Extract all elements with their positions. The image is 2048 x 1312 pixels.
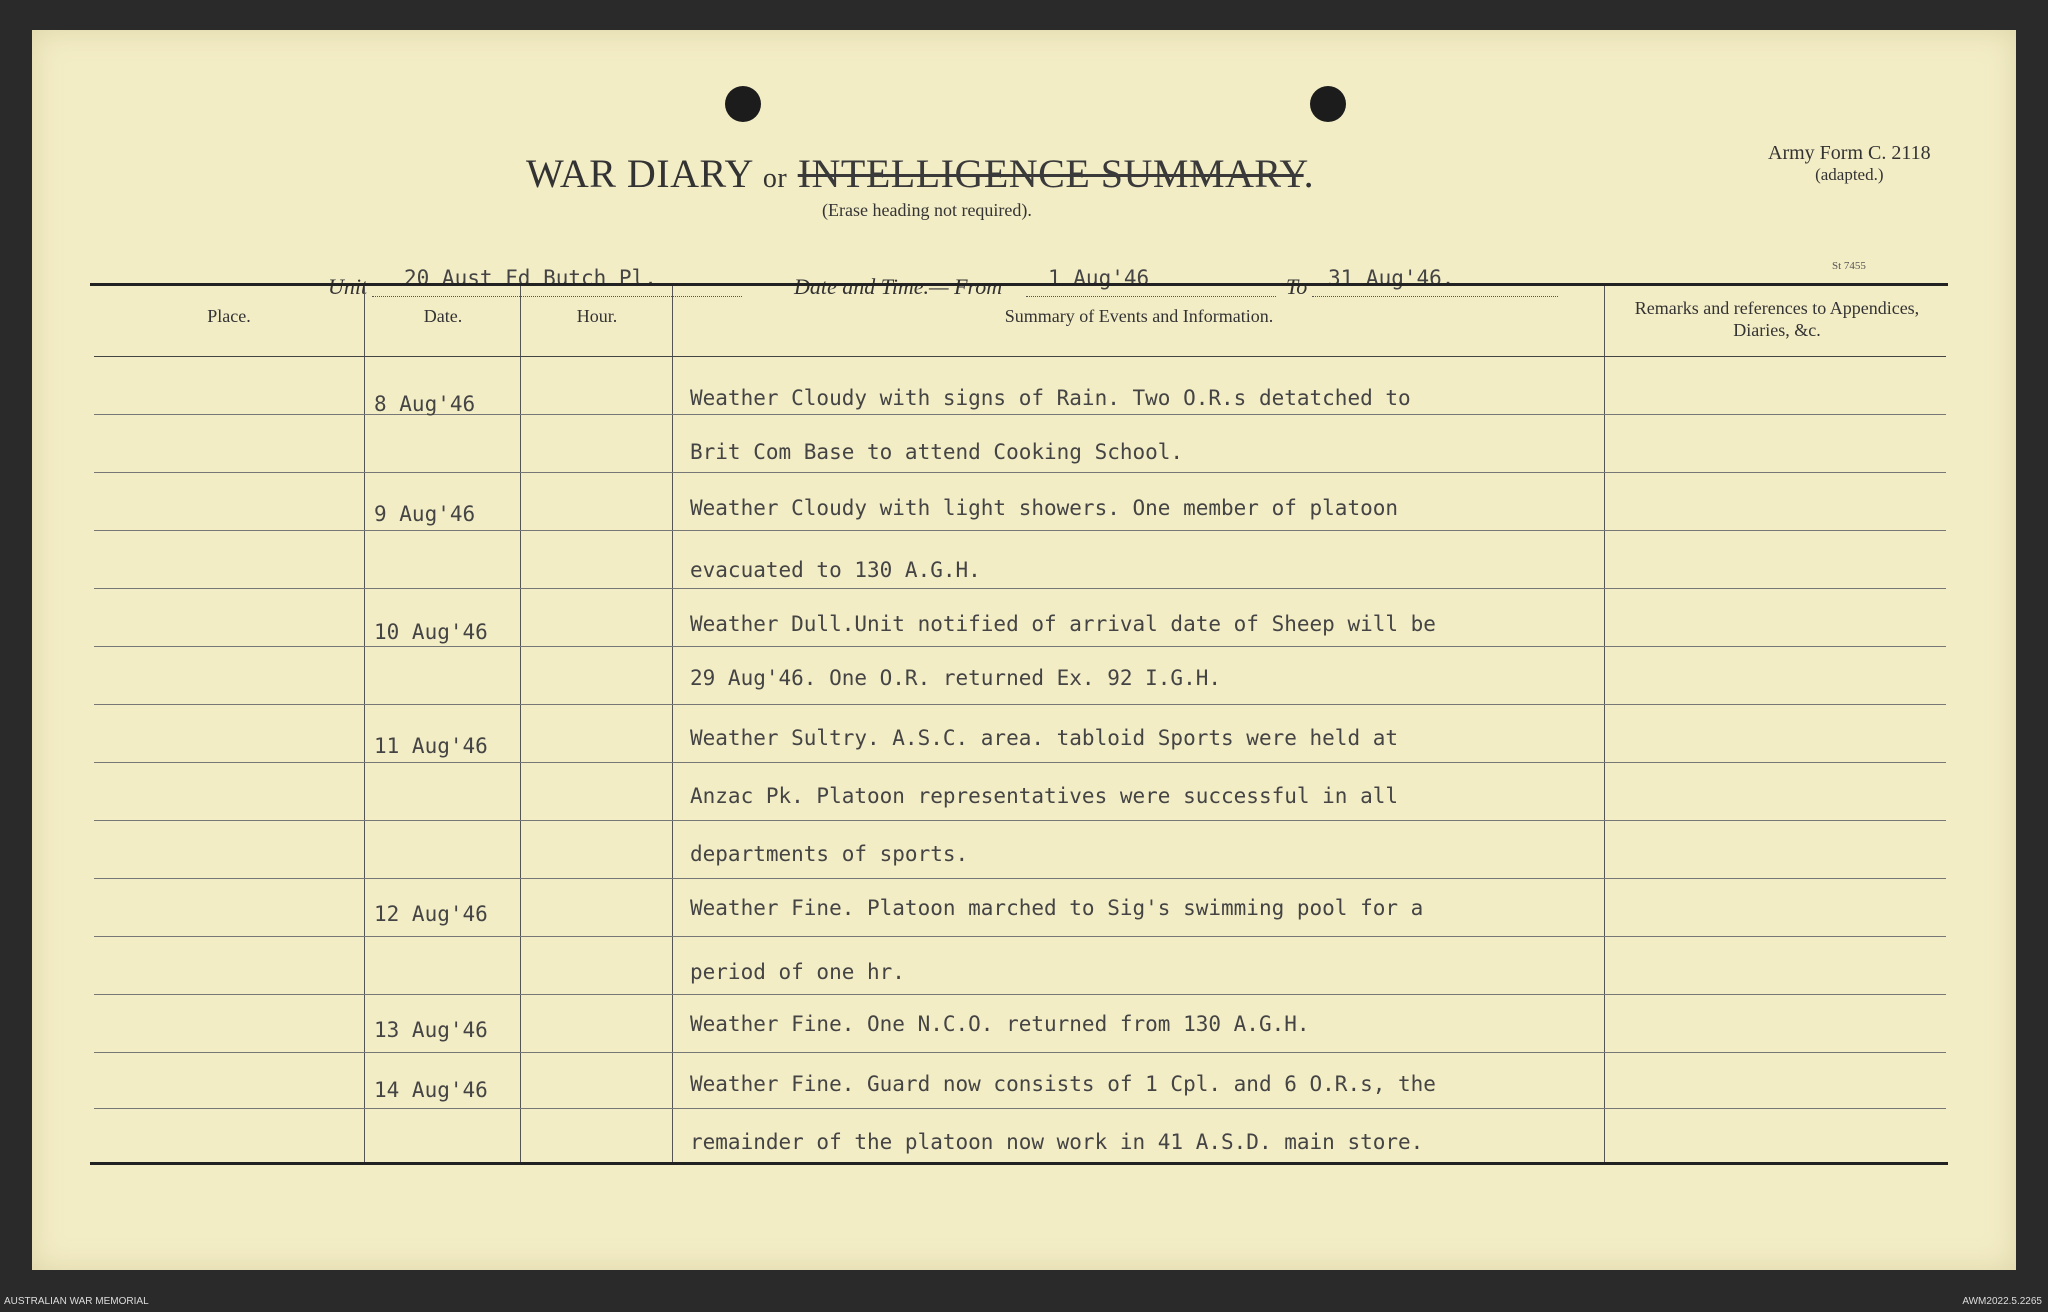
summary-line: Weather Sultry. A.S.C. area. tabloid Sports were held at: [690, 726, 1399, 750]
summary-line: Weather Dull.Unit notified of arrival date of Sheep will be: [690, 612, 1436, 636]
summary-line: Weather Cloudy with signs of Rain. Two O.R.s detatched to: [690, 386, 1411, 410]
unit-value: 20 Aust Fd Butch Pl.: [404, 266, 657, 290]
column-divider: [672, 286, 673, 1162]
ruled-line: [94, 588, 1946, 589]
entry-date: 9 Aug'46: [374, 502, 476, 526]
ruled-line: [94, 820, 1946, 821]
to-label: To: [1286, 274, 1308, 299]
summary-line: Weather Fine. Guard now consists of 1 Cpl. and 6 O.R.s, the: [690, 1072, 1436, 1096]
entry-date: 11 Aug'46: [374, 734, 488, 758]
form-title: [526, 150, 1314, 197]
ruled-line: [94, 530, 1946, 531]
header-hour: Hour.: [576, 306, 618, 326]
from-value: 1 Aug'46: [1048, 266, 1150, 290]
erase-note: (Erase heading not required).: [822, 200, 1032, 220]
summary-line: Weather Fine. Platoon marched to Sig's swimming pool for a: [690, 896, 1424, 920]
ruled-line: [94, 1052, 1946, 1053]
column-divider: [1604, 286, 1605, 1162]
punch-hole: [725, 86, 761, 122]
ruled-line: [94, 936, 1946, 937]
punch-hole: [1310, 86, 1346, 122]
summary-line: Brit Com Base to attend Cooking School.: [690, 440, 1184, 464]
unit-line: [32, 264, 2016, 300]
ruled-line: [94, 646, 1946, 647]
table-bottom-rule: [90, 1162, 1948, 1165]
header-place: Place.: [207, 306, 251, 326]
to-value: 31 Aug'46.: [1328, 266, 1455, 290]
footer-reference: AWM2022.5.2265: [1962, 1296, 2042, 1307]
column-divider: [364, 286, 365, 1162]
summary-line: Weather Fine. One N.C.O. returned from 130 A.G.H.: [690, 1012, 1310, 1036]
table-top-rule: [90, 283, 1948, 286]
summary-line: evacuated to 130 A.G.H.: [690, 558, 981, 582]
header-rule: [94, 356, 1946, 357]
summary-line: departments of sports.: [690, 842, 969, 866]
summary-line: Anzac Pk. Platoon representatives were successful in all: [690, 784, 1399, 808]
summary-line: remainder of the platoon now work in 41 A.S.D. main store.: [690, 1130, 1424, 1154]
army-form-number: Army Form C. 2118: [1768, 142, 1931, 164]
ruled-line: [94, 704, 1946, 705]
title-end: .: [1303, 151, 1315, 196]
title-or: or: [762, 163, 788, 194]
army-form-label: [1768, 142, 1931, 185]
ruled-line: [94, 1108, 1946, 1109]
header-date: Date.: [423, 306, 463, 326]
entry-date: 10 Aug'46: [374, 620, 488, 644]
header-remarks: Remarks and references to Appendices, Diaries, &c.: [1634, 298, 1920, 340]
column-divider: [520, 286, 521, 1162]
summary-line: 29 Aug'46. One O.R. returned Ex. 92 I.G.H.: [690, 666, 1222, 690]
entry-date: 8 Aug'46: [374, 392, 476, 416]
footer-archive-name: AUSTRALIAN WAR MEMORIAL: [4, 1296, 149, 1307]
entry-date: 13 Aug'46: [374, 1018, 488, 1042]
ruled-line: [94, 994, 1946, 995]
entry-date: 14 Aug'46: [374, 1078, 488, 1102]
summary-line: period of one hr.: [690, 960, 905, 984]
summary-line: Weather Cloudy with light showers. One member of platoon: [690, 496, 1399, 520]
header-summary: Summary of Events and Information.: [1004, 306, 1274, 326]
title-struck: INTELLIGENCE SUMMARY: [797, 151, 1304, 196]
diary-sheet: [32, 30, 2016, 1270]
ruled-line: [94, 414, 1946, 415]
stationery-code: St 7455: [1832, 260, 1866, 272]
ruled-line: [94, 762, 1946, 763]
ruled-line: [94, 472, 1946, 473]
unit-label: Unit: [328, 274, 368, 299]
title-main: WAR DIARY: [526, 151, 753, 196]
army-form-adapted: (adapted.): [1815, 165, 1884, 184]
date-label: Date and Time.— From: [794, 274, 1003, 299]
ruled-line: [94, 878, 1946, 879]
entry-date: 12 Aug'46: [374, 902, 488, 926]
